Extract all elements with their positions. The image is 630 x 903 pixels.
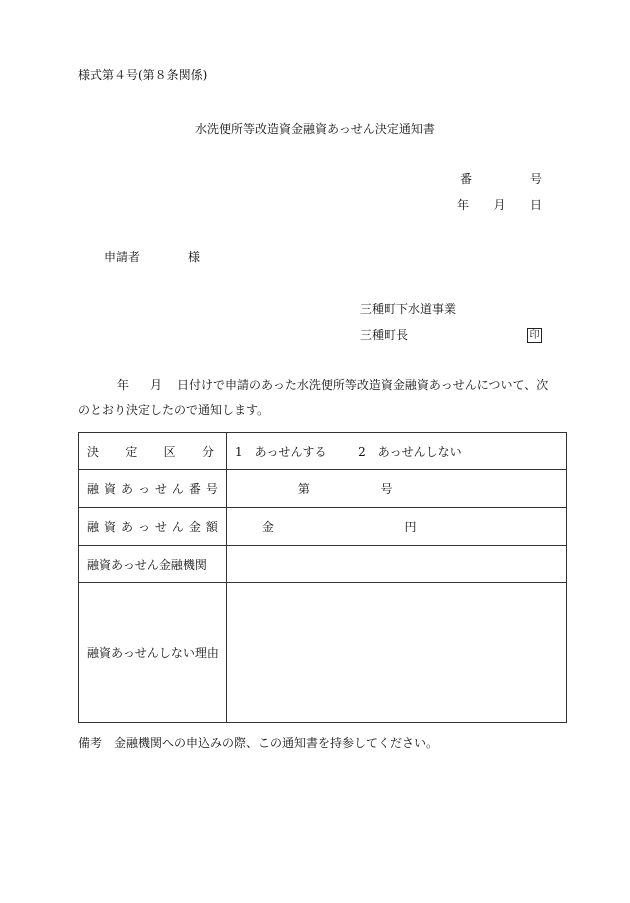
date-month: 月: [493, 198, 506, 212]
loan-amount-value: [227, 508, 567, 546]
denial-reason-value: [227, 583, 567, 723]
decision-table: [78, 432, 567, 723]
issuer-org: 三種町下水道事業: [360, 302, 457, 316]
number-dai: 第: [297, 482, 310, 496]
option-deny: 2 あっせんしない: [358, 444, 462, 459]
loan-number-value: [227, 470, 567, 508]
seal-mark: 印: [527, 328, 542, 343]
applicant-label: 申請者: [104, 250, 141, 264]
financial-institution-value: [227, 546, 567, 583]
denial-reason-label: 融資あっせんしない理由: [79, 583, 227, 723]
document-title: 水洗便所等改造資金融資あっせん決定通知書: [195, 122, 435, 136]
body-year: 年: [117, 378, 130, 392]
remarks-note: 備考 金融機関への申込みの際、この通知書を持参してください。: [78, 736, 439, 750]
table-row: [79, 508, 567, 546]
body-month: 月: [150, 378, 163, 392]
date-line: [457, 199, 542, 211]
date-day: 日: [529, 198, 542, 212]
decision-type-label: 決 定 区 分: [79, 433, 227, 470]
form-number: 様式第４号(第８条関係): [78, 68, 208, 82]
date-year: 年: [457, 198, 470, 212]
number-label: 番: [460, 172, 473, 186]
table-row: [79, 470, 567, 508]
loan-number-label: 融 資 あ っ せ ん 番 号: [79, 470, 227, 508]
number-line: [460, 173, 542, 185]
table-row: [79, 583, 567, 723]
financial-institution-label: 融資あっせん金融機関: [79, 546, 227, 583]
loan-amount-label: 融 資 あ っ せ ん 金 額: [79, 508, 227, 546]
amount-kin: 金: [261, 520, 274, 534]
table-row: [79, 433, 567, 470]
amount-yen: 円: [404, 520, 417, 534]
decision-type-value: [227, 433, 567, 470]
table-row: [79, 546, 567, 583]
option-approve: 1 あっせんする: [235, 444, 327, 459]
body-line1: 日付けで申請のあった水洗便所等改造資金融資あっせんについて、次: [177, 378, 549, 392]
number-suffix: 号: [529, 172, 542, 186]
number-go: 号: [380, 482, 393, 496]
applicant-honorific: 様: [188, 250, 201, 264]
issuer-title: 三種町長: [360, 328, 409, 342]
body-line2: のとおり決定したので通知します。: [78, 403, 270, 417]
